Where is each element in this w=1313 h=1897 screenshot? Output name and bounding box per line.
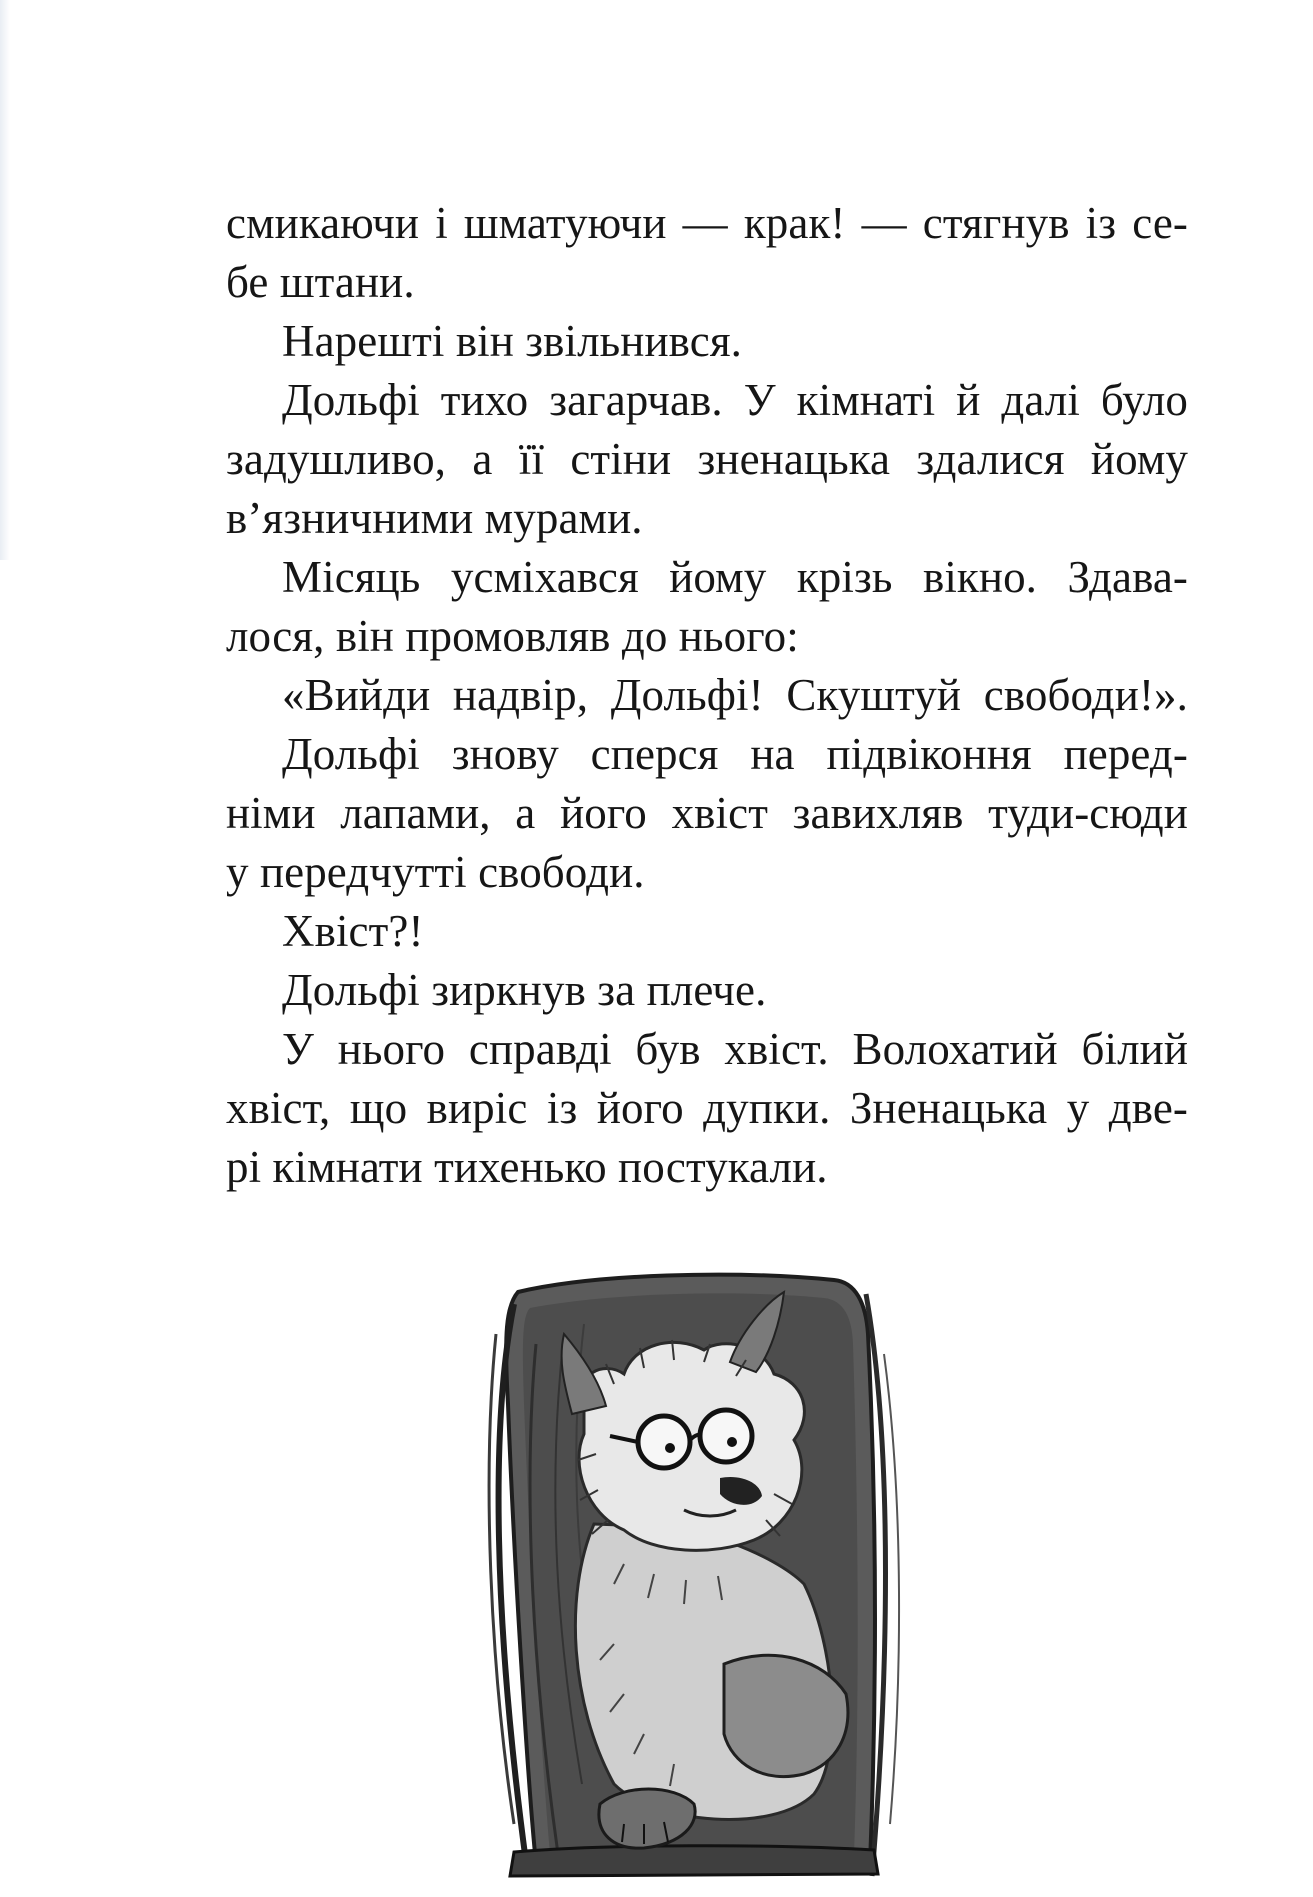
text-line-14: Дольфі зиркнув за плече. bbox=[282, 965, 767, 1015]
furry-creature-with-glasses-at-window-icon bbox=[474, 1264, 964, 1879]
text-line-9: «Вийди надвір, Дольфі! Скуштуй свободи!». bbox=[282, 670, 1188, 720]
book-text bbox=[226, 194, 1188, 1197]
text-line-8: лося, він промовляв до нього: bbox=[226, 611, 799, 661]
page-edge-shadow bbox=[0, 0, 10, 560]
text-line-1: смикаючи і шматуючи — крак! — стягнув із се- bbox=[226, 198, 1188, 248]
text-line-10: Дольфі знову сперся на підвіконня перед- bbox=[282, 729, 1188, 779]
text-line-16: хвіст, що виріс із його дупки. Зненацька у две- bbox=[226, 1083, 1188, 1133]
text-line-7: Місяць усміхався йому крізь вікно. Здава- bbox=[282, 552, 1188, 602]
text-line-6: в’язничними мурами. bbox=[226, 493, 643, 543]
text-line-12: у передчутті свободи. bbox=[226, 847, 645, 897]
text-line-5: задушливо, а її стіни зненацька здалися йому bbox=[226, 434, 1188, 484]
text-line-11: німи лапами, а його хвіст завихляв туди-сюди bbox=[226, 788, 1188, 838]
text-line-13: Хвіст?! bbox=[282, 906, 424, 956]
text-line-17: рі кімнати тихенько постукали. bbox=[226, 1142, 828, 1192]
text-line-3: Нарешті він звільнився. bbox=[282, 316, 742, 366]
text-line-15: У нього справді був хвіст. Волохатий білий bbox=[282, 1024, 1188, 1074]
text-line-2: бе штани. bbox=[226, 257, 415, 307]
text-line-4: Дольфі тихо загарчав. У кімнаті й далі було bbox=[282, 375, 1188, 425]
